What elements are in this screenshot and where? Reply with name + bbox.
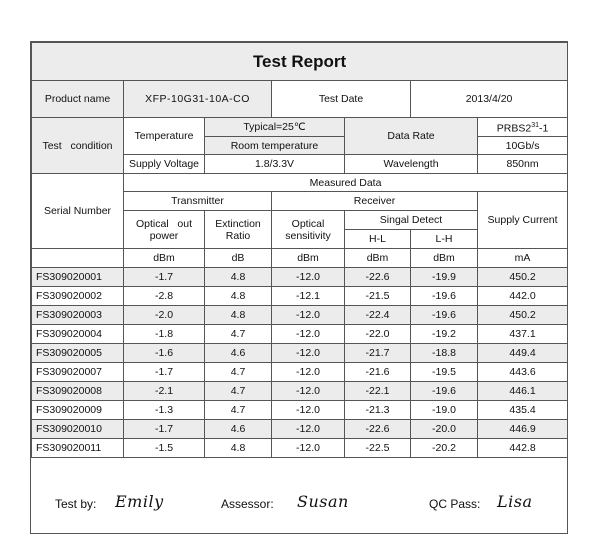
optical-power-cell: -1.7	[124, 268, 205, 287]
serial-number-header: Serial Number	[32, 174, 124, 249]
product-name-label: Product name	[32, 81, 124, 118]
sensitivity-cell: -12.0	[272, 306, 345, 325]
serial-number-cell: FS309020003	[32, 306, 124, 325]
table-row	[32, 420, 568, 439]
serial-number-cell: FS309020004	[32, 325, 124, 344]
data-rate-value: 10Gb/s	[478, 137, 568, 155]
optical-power-cell: -2.8	[124, 287, 205, 306]
extinction-ratio-cell: 4.7	[205, 363, 272, 382]
lh-cell: -20.2	[411, 439, 478, 458]
extinction-ratio-cell: 4.7	[205, 382, 272, 401]
measured-data-header: Measured Data	[124, 174, 568, 192]
table-row	[32, 268, 568, 287]
wavelength-value: 850nm	[478, 155, 568, 174]
optical-power-cell: -1.7	[124, 420, 205, 439]
table-row	[32, 287, 568, 306]
extinction-ratio-cell: 4.8	[205, 306, 272, 325]
lh-cell: -19.9	[411, 268, 478, 287]
serial-number-cell: FS309020001	[32, 268, 124, 287]
hl-cell: -21.3	[345, 401, 411, 420]
sensitivity-cell: -12.0	[272, 420, 345, 439]
hl-cell: -22.6	[345, 420, 411, 439]
lh-cell: -19.2	[411, 325, 478, 344]
supply-current-cell: 437.1	[478, 325, 568, 344]
hl-cell: -22.0	[345, 325, 411, 344]
temperature-label: Temperature	[124, 118, 205, 155]
supply-current-cell: 442.0	[478, 287, 568, 306]
unit-cell: dBm	[411, 249, 478, 268]
test-date-label: Test Date	[272, 81, 411, 118]
table-row	[32, 325, 568, 344]
serial-number-cell: FS309020007	[32, 363, 124, 382]
temperature-room: Room temperature	[205, 137, 345, 155]
serial-number-cell: FS309020011	[32, 439, 124, 458]
optical-sensitivity-header: Optical sensitivity	[272, 211, 345, 249]
lh-cell: -20.0	[411, 420, 478, 439]
prbs-value	[478, 118, 568, 137]
test-by-label: Test by:	[55, 497, 97, 511]
data-rate-label: Data Rate	[345, 118, 478, 155]
optical-power-cell: -1.8	[124, 325, 205, 344]
supply-current-cell: 435.4	[478, 401, 568, 420]
prbs-tail: -1	[538, 122, 549, 135]
supply-current-cell: 449.4	[478, 344, 568, 363]
hl-cell: -22.1	[345, 382, 411, 401]
temperature-typical: Typical=25℃	[205, 118, 345, 137]
extinction-ratio-cell: 4.8	[205, 287, 272, 306]
supply-current-cell: 446.9	[478, 420, 568, 439]
serial-number-cell: FS309020010	[32, 420, 124, 439]
lh-cell: -19.6	[411, 306, 478, 325]
supply-voltage-value: 1.8/3.3V	[205, 155, 345, 174]
sensitivity-cell: -12.0	[272, 363, 345, 382]
extinction-ratio-cell: 4.6	[205, 344, 272, 363]
wavelength-label: Wavelength	[345, 155, 478, 174]
sensitivity-cell: -12.0	[272, 439, 345, 458]
lh-cell: -19.6	[411, 382, 478, 401]
unit-cell: dBm	[124, 249, 205, 268]
unit-cell: dBm	[345, 249, 411, 268]
product-name-value: XFP-10G31-10A-CO	[124, 81, 272, 118]
serial-number-cell: FS309020002	[32, 287, 124, 306]
hl-cell: -21.7	[345, 344, 411, 363]
sensitivity-cell: -12.1	[272, 287, 345, 306]
sensitivity-cell: -12.0	[272, 401, 345, 420]
lh-cell: -19.6	[411, 287, 478, 306]
qc-pass-label: QC Pass:	[429, 497, 481, 511]
supply-current-cell: 443.6	[478, 363, 568, 382]
receiver-header: Receiver	[272, 192, 478, 211]
qc-pass-signature: Lisa	[497, 492, 533, 511]
transmitter-header: Transmitter	[124, 192, 272, 211]
supply-current-cell: 450.2	[478, 306, 568, 325]
optical-power-cell: -1.7	[124, 363, 205, 382]
supply-current-cell: 446.1	[478, 382, 568, 401]
hl-cell: -21.5	[345, 287, 411, 306]
assessor-signature: Susan	[297, 492, 349, 511]
extinction-ratio-header: Extinction Ratio	[205, 211, 272, 249]
lh-cell: -19.5	[411, 363, 478, 382]
unit-cell: mA	[478, 249, 568, 268]
report-table	[31, 42, 568, 458]
extinction-ratio-cell: 4.8	[205, 268, 272, 287]
table-row	[32, 344, 568, 363]
extinction-ratio-cell: 4.6	[205, 420, 272, 439]
units-spacer	[32, 249, 124, 268]
extinction-ratio-cell: 4.7	[205, 401, 272, 420]
hl-cell: -22.5	[345, 439, 411, 458]
lh-cell: -19.0	[411, 401, 478, 420]
table-row	[32, 363, 568, 382]
prbs-base: PRBS2	[496, 122, 532, 135]
serial-number-cell: FS309020005	[32, 344, 124, 363]
supply-current-cell: 450.2	[478, 268, 568, 287]
hl-cell: -21.6	[345, 363, 411, 382]
test-date-value: 2013/4/20	[411, 81, 568, 118]
optical-power-cell: -2.0	[124, 306, 205, 325]
serial-number-cell: FS309020008	[32, 382, 124, 401]
data-rows	[32, 268, 568, 458]
supply-voltage-label: Supply Voltage	[124, 155, 205, 174]
report-title: Test Report	[32, 43, 568, 81]
table-row	[32, 439, 568, 458]
test-condition-label: Test condition	[32, 118, 124, 174]
prbs-exponent: 31	[531, 121, 539, 129]
sensitivity-cell: -12.0	[272, 325, 345, 344]
test-report	[30, 41, 568, 534]
extinction-ratio-cell: 4.7	[205, 325, 272, 344]
hl-cell: -22.4	[345, 306, 411, 325]
optical-power-cell: -1.5	[124, 439, 205, 458]
hl-header: H-L	[345, 230, 411, 249]
table-row	[32, 306, 568, 325]
supply-current-header: Supply Current	[478, 192, 568, 249]
units-row	[32, 249, 568, 268]
optical-power-header: Optical out power	[124, 211, 205, 249]
optical-power-cell: -2.1	[124, 382, 205, 401]
serial-number-cell: FS309020009	[32, 401, 124, 420]
lh-cell: -18.8	[411, 344, 478, 363]
unit-cell: dBm	[272, 249, 345, 268]
optical-power-cell: -1.6	[124, 344, 205, 363]
sensitivity-cell: -12.0	[272, 268, 345, 287]
hl-cell: -22.6	[345, 268, 411, 287]
supply-current-cell: 442.8	[478, 439, 568, 458]
table-row	[32, 401, 568, 420]
optical-power-cell: -1.3	[124, 401, 205, 420]
extinction-ratio-cell: 4.8	[205, 439, 272, 458]
assessor-label: Assessor:	[221, 497, 274, 511]
lh-header: L-H	[411, 230, 478, 249]
unit-cell: dB	[205, 249, 272, 268]
signal-detect-header: Singal Detect	[345, 211, 478, 230]
table-row	[32, 382, 568, 401]
signature-footer	[31, 461, 567, 533]
test-by-signature: Emily	[115, 492, 164, 511]
sensitivity-cell: -12.0	[272, 382, 345, 401]
sensitivity-cell: -12.0	[272, 344, 345, 363]
